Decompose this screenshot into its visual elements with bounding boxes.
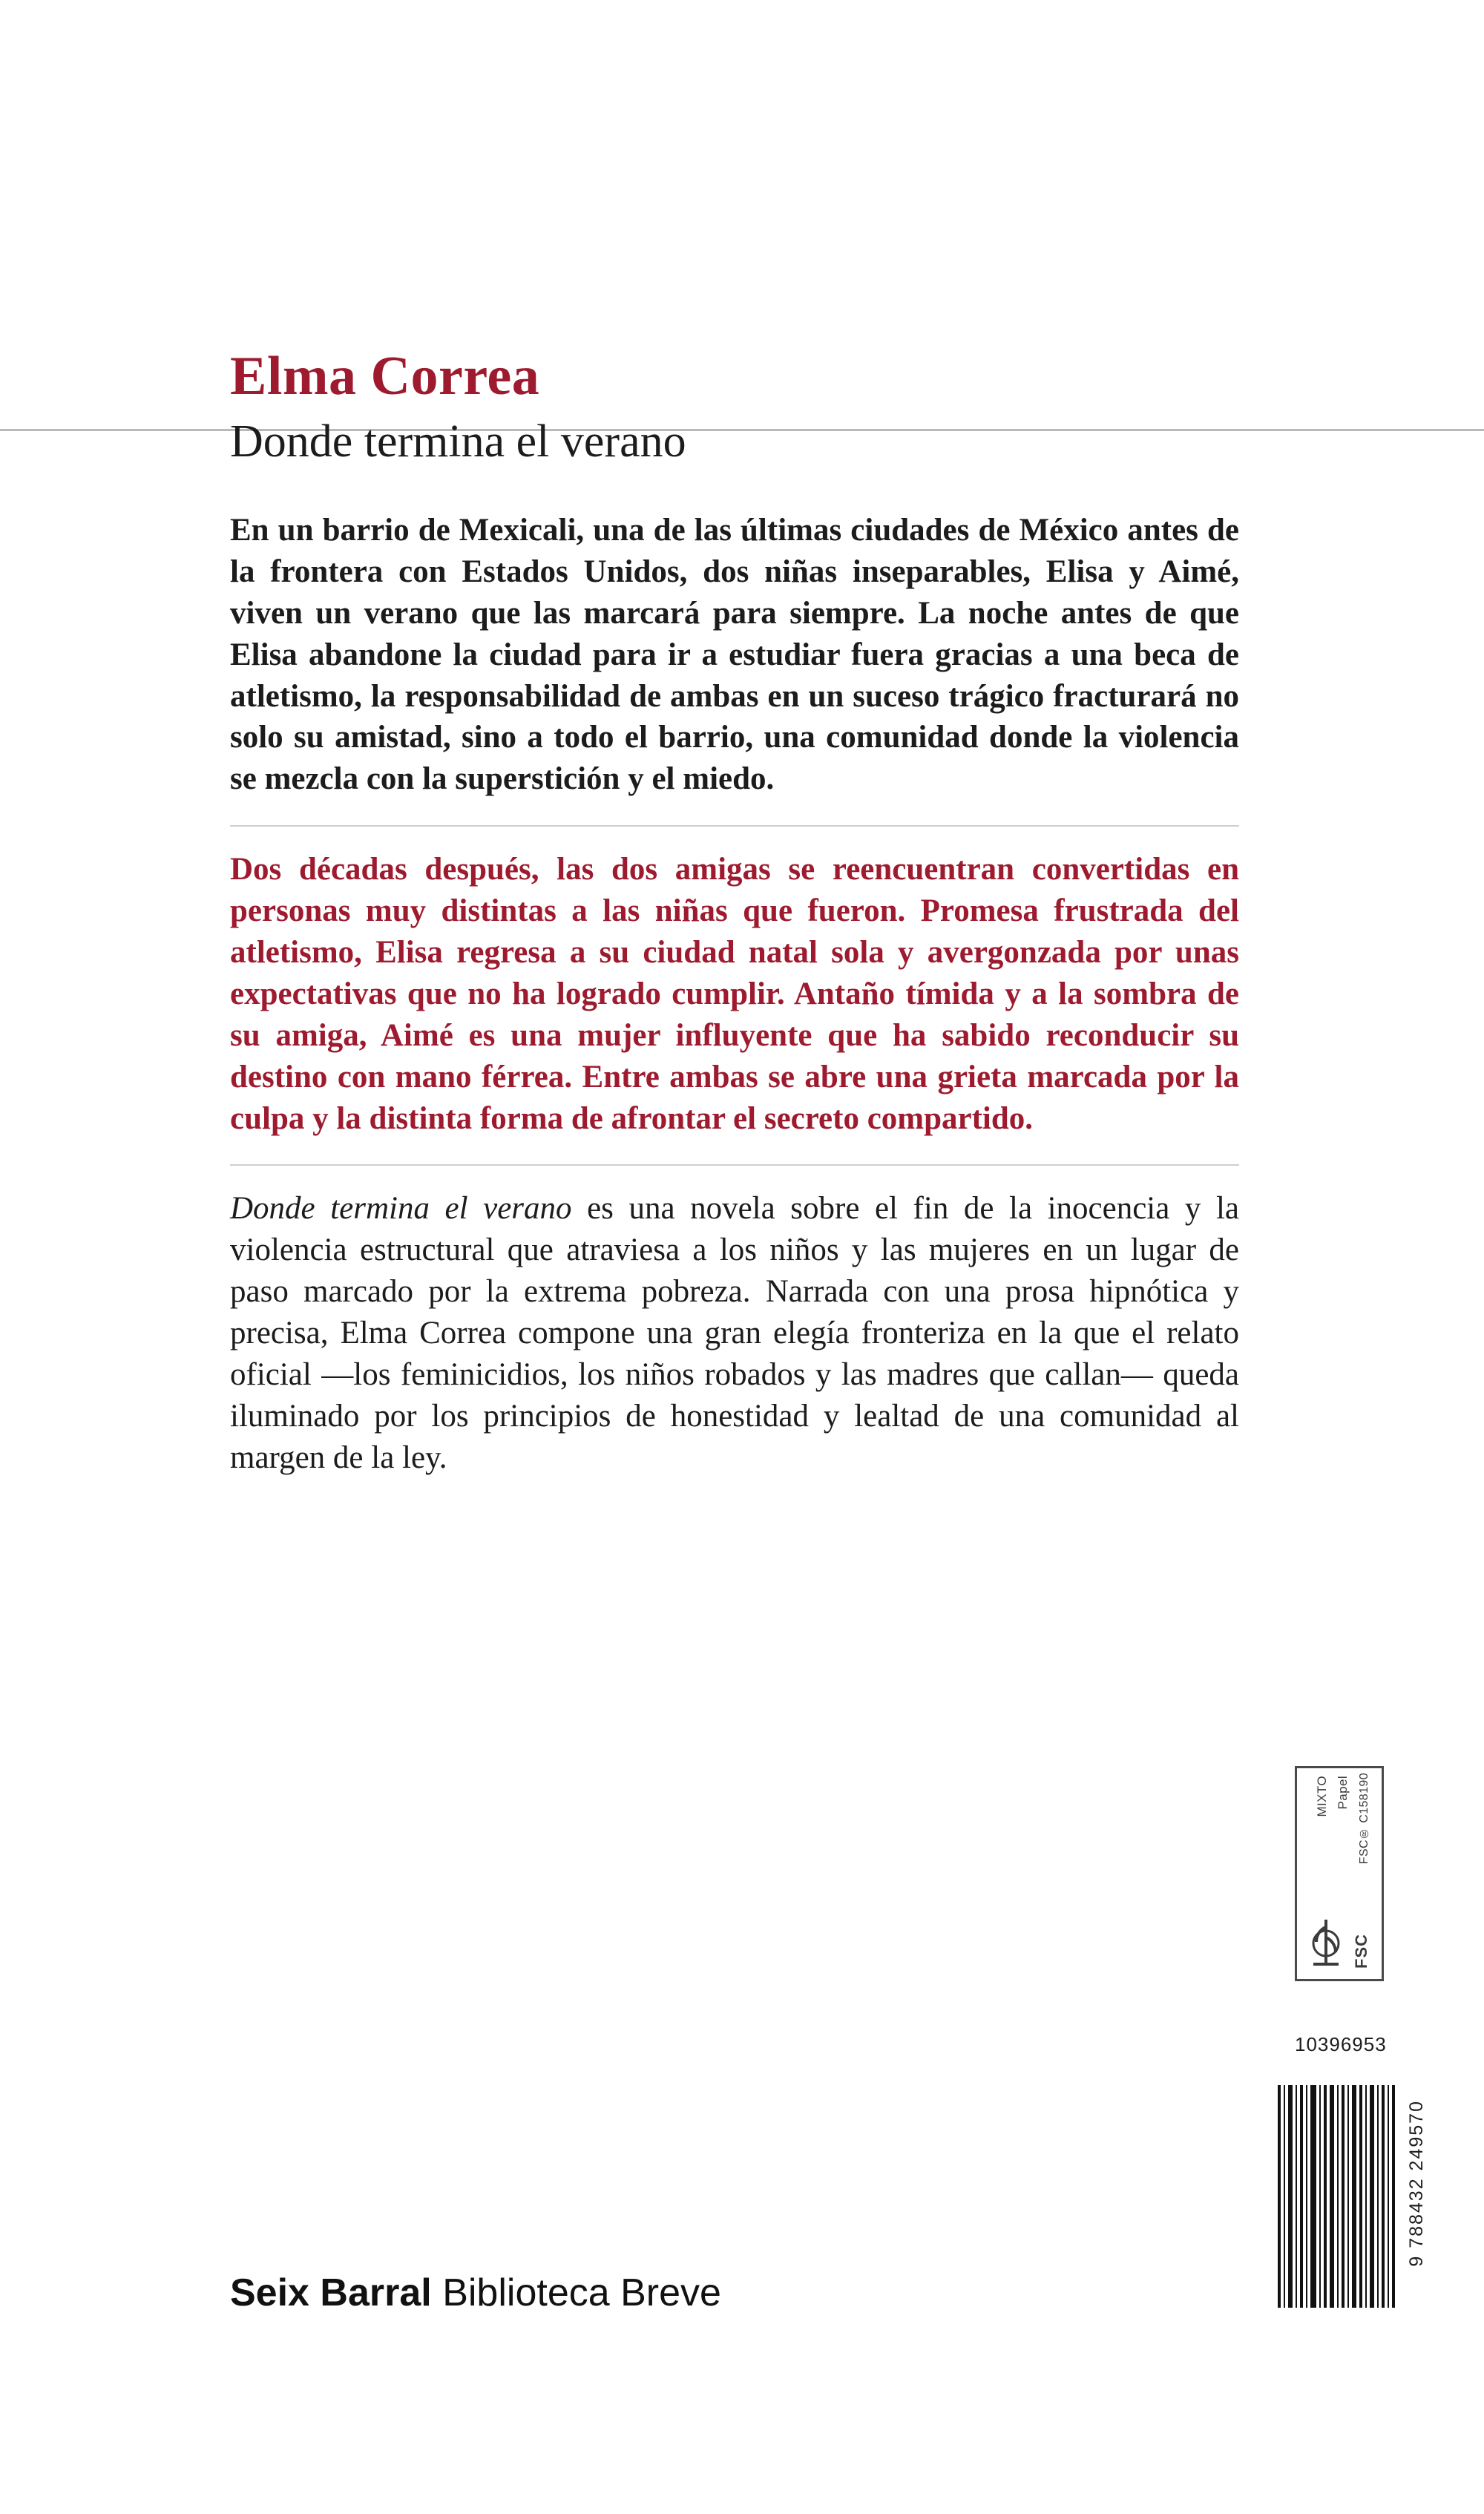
synopsis-rest: es una novela sobre el fin de la inocencia y la violencia estructural que atraviesa a los niños y las mujeres en un lugar de paso marcado por la extrema pobreza. Narrada con una prosa hipnótica y precisa, Elma Correa compone una gran elegía fronteriza en la que el relato oficial —los feminicidios, los niños robados y las madres que callan— queda iluminado por los principios de honestidad y lealtad de una comunidad al margen de la ley. <box>230 1191 1239 1475</box>
section-divider-1 <box>230 825 1239 827</box>
book-title: Donde termina el verano <box>230 416 686 467</box>
ean-barcode <box>1275 2085 1397 2308</box>
author-name: Elma Correa <box>230 349 554 404</box>
fsc-mixto-text: MIXTO <box>1315 1776 1329 1817</box>
fsc-tree-icon <box>1309 1917 1343 1969</box>
collection-name: Biblioteca Breve <box>442 2271 721 2314</box>
publisher-name: Seix Barral <box>230 2271 432 2314</box>
synopsis-paragraph-primary: En un barrio de Mexicali, una de las últimas ciudades de México antes de la frontera con Estados Unidos, dos niñas inseparables, Elisa y Aimé, viven un verano que las marcará para siempre. La noche antes de que Elisa abandone la ciudad para ir a estudiar fuera gracias a una beca de atletismo, la responsabilidad de ambas en un suceso trágico fracturará no solo su amistad, sino a todo el barrio, una comunidad donde la violencia se mezcla con la superstición y el miedo. <box>230 512 1239 797</box>
fsc-label <box>1295 1766 1384 1981</box>
internal-reference-number: 10396953 <box>1295 2033 1387 2055</box>
ean-digits: 9 788432 249570 <box>1406 2100 1427 2267</box>
title-mention: Donde termina el verano <box>230 1191 572 1227</box>
imprint-line <box>230 2271 721 2315</box>
section-divider-2 <box>230 1164 1239 1166</box>
synopsis-paragraph-highlight: Dos décadas después, las dos amigas se reencuentran convertidas en personas muy distintas a las niñas que fueron. Promesa frustrada del atletismo, Elisa regresa a su ciudad natal sola y avergonzada por unas expectativas que no ha logrado cumplir. Antaño tímida y a la sombra de su amiga, Aimé es una mujer influyente que ha sabido reconducir su destino con mano férrea. Entre ambas se abre una grieta marcada por la culpa y la distinta forma de afrontar el secreto compartido. <box>230 852 1239 1136</box>
cover-content <box>230 346 1239 1479</box>
fsc-logo-text: FSC <box>1352 1934 1370 1969</box>
fsc-papel-text: Papel <box>1336 1776 1350 1810</box>
synopsis-paragraph-critical <box>230 1188 1239 1478</box>
fsc-code-text: FSC® C158190 <box>1358 1773 1370 1865</box>
